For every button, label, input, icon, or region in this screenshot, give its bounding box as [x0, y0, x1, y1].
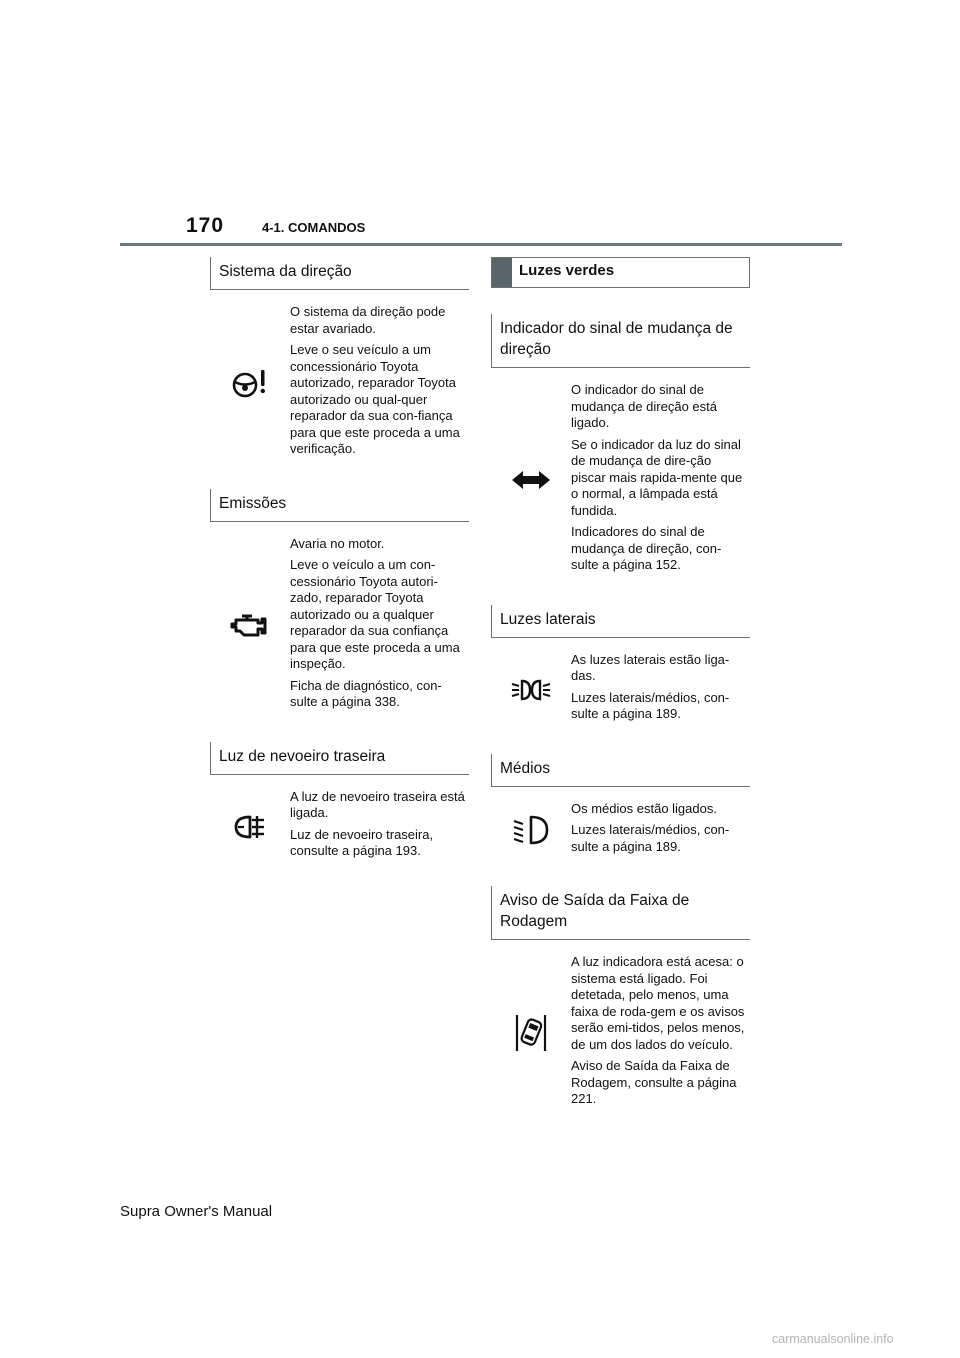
paragraph: Luz de nevoeiro traseira, consulte a página 193.: [290, 826, 434, 858]
low-beam-icon: [491, 801, 571, 861]
entry-steering: [210, 304, 469, 463]
paragraph: As luzes laterais estão liga-das.: [571, 651, 730, 683]
entry-lane-departure: [491, 954, 750, 1113]
footer-manual-title: Supra Owner's Manual: [120, 1203, 273, 1220]
paragraph: O sistema da direção pode estar avariado.: [290, 304, 446, 336]
heading-emissions: Emissões: [210, 489, 469, 522]
paragraph: Leve o veículo a um con-cessionário Toyota autori-zado, reparador Toyota autorizado ou a qualquer reparador da sua confiança para que este proceda a uma inspeção.: [290, 557, 460, 671]
left-column: [210, 257, 469, 865]
heading-lane-departure: Aviso de Saída da Faixa de Rodagem: [491, 886, 750, 940]
right-column: [491, 257, 750, 1113]
turn-signal-icon: [491, 382, 571, 579]
heading-turn-signal: Indicador do sinal de mudança de direção: [491, 314, 750, 368]
entry-emissions: [210, 536, 469, 716]
entry-rear-fog: [210, 789, 469, 865]
section-title: 4-1. COMANDOS: [262, 220, 366, 235]
entry-low-beam: [491, 801, 750, 861]
paragraph: Indicadores do sinal de mudança de direção, con-sulte a página 152.: [571, 524, 722, 572]
entry-side-lights: [491, 652, 750, 728]
lane-departure-icon: [491, 954, 571, 1113]
group-heading: [491, 257, 750, 288]
page-number: 170: [186, 214, 225, 237]
paragraph: Leve o seu veículo a um concessionário Toyota autorizado, reparador Toyota autorizado ou qual-quer reparador da sua con-fiança para que este proceda a uma verificação.: [290, 342, 460, 456]
heading-marker: [492, 258, 512, 287]
rear-fog-light-icon: [210, 789, 290, 865]
paragraph: O indicador do sinal de mudança de direção está ligado.: [571, 382, 717, 430]
watermark: carmanualsonline.info: [772, 1332, 894, 1346]
paragraph: Se o indicador da luz do sinal de mudança de dire-ção piscar mais rapida-mente que o normal, a lâmpada está fundida.: [571, 436, 743, 518]
heading-side-lights: Luzes laterais: [491, 605, 750, 638]
steering-warning-icon: [210, 304, 290, 463]
side-lights-icon: [491, 652, 571, 728]
paragraph: A luz de nevoeiro traseira está ligada.: [290, 788, 465, 820]
paragraph: A luz indicadora está acesa: o sistema está ligado. Foi detetada, pelo menos, uma faixa de roda-gem e os avisos serão emi-tidos, pelos menos, de um dos lados do veículo.: [571, 954, 745, 1052]
group-title: Luzes verdes: [519, 262, 615, 279]
paragraph: Os médios estão ligados.: [571, 800, 717, 816]
paragraph: Aviso de Saída da Faixa de Rodagem, consulte a página 221.: [571, 1058, 737, 1106]
heading-rear-fog: Luz de nevoeiro traseira: [210, 742, 469, 775]
entry-turn-signal: [491, 382, 750, 579]
header-divider: [120, 243, 842, 246]
paragraph: Luzes laterais/médios, con-sulte a página 189.: [571, 689, 730, 721]
heading-steering: Sistema da direção: [210, 257, 469, 290]
paragraph: Avaria no motor.: [290, 535, 385, 551]
paragraph: Luzes laterais/médios, con-sulte a página 189.: [571, 822, 730, 854]
engine-check-icon: [210, 536, 290, 716]
paragraph: Ficha de diagnóstico, con-sulte a página 338.: [290, 677, 442, 709]
heading-low-beam: Médios: [491, 754, 750, 787]
